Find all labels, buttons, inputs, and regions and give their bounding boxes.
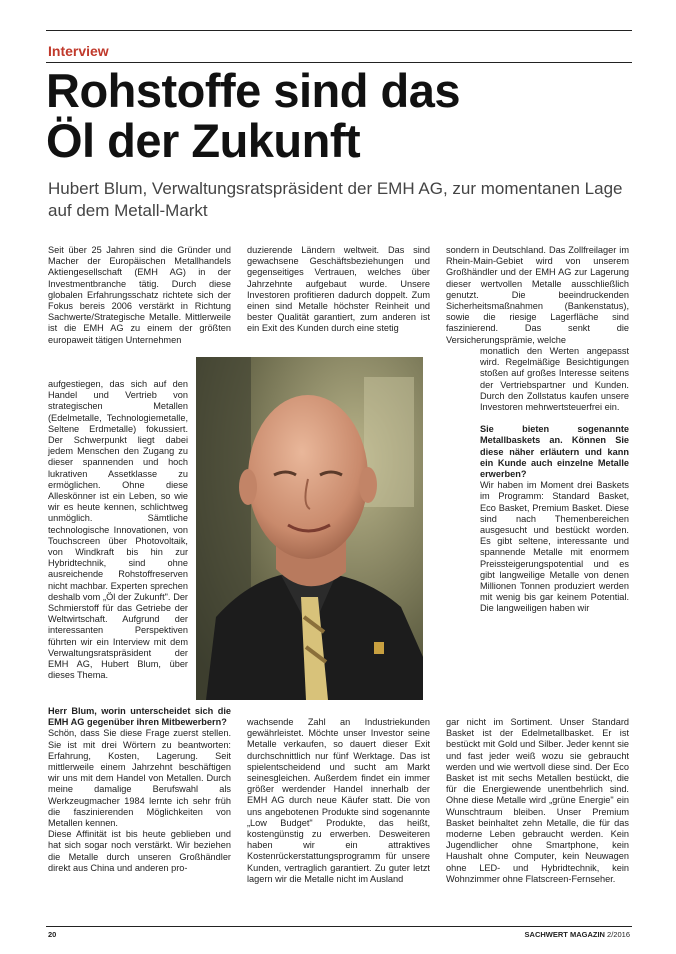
col1-intro-top: Seit über 25 Jahren sind die Gründer und Macher der Europäischen Metallhandels Aktiengesellschaft (EMH AG) in der Investmentbranche tätig. Durch diese globalen Erfahrungsschatz richtete sich der Fokus bereis 2006 verstärkt in Richtung Sachwerte/Strategische Metalle. Mittlerweile ist die EMH AG zu einem der größten europaweit tätigen Unternehmen [48, 245, 231, 345]
portrait-photo [196, 357, 423, 700]
col3-narrow [480, 346, 629, 615]
answer-1-paragraph-1: Schön, dass Sie diese Frage zuerst stellen. Sie ist mit drei Wörtern zu beantworten: Erfahrung, Kosten, Lagerung. Seit mittlerweile einem Jahrzehnt beschäftigen wir uns mit dem Handel von Metallen. Durch meine damalige Berufswahl als Werkzeugmacher 1984 lernte ich sehr früh die faszinierenden Möglichkeiten von Metallen kennen. [48, 728, 231, 829]
answer-2-full: gar nicht im Sortiment. Unser Standard Basket ist der Edelmetallbasket. Er ist bestückt mit Gold und Silber. Jeder kennt sie und fast jeder weiß wozu sie gebraucht werden und wie wertvoll diese sind. Der Eco Basket ist mit sechs Metallen bestückt, die für die Energiewende unentbehrlich sind. Ohne diese Metalle wird „grüne Energie" ein Wunschtraum bleiben. Unser Premium Basket beinhaltet zehn Metalle, die für das moderne Leben gebraucht werden. Kein Jugendlicher ohne Smartphone, kein Haushalt ohne Computer, kein Neuwagen ohne LED- und Hybridtechnik, kein Wohnzimmer ohne Flatscreen-Fernseher. [446, 717, 629, 884]
article-title [46, 66, 646, 166]
article-subtitle: Hubert Blum, Verwaltungsratspräsident der EMH AG, zur momentanen Lage auf dem Metall-Markt [48, 179, 623, 220]
section-rule [46, 62, 632, 63]
col1-interview [48, 706, 231, 874]
portrait-illustration [196, 357, 423, 700]
title-line-2: Öl der Zukunft [46, 114, 361, 167]
col2-top: duzierende Ländern weltweit. Das sind gewachsene Geschäftsbeziehungen und gegenseitiges Vertrauen, welches über Jahrzehnte aufgebaut wurde. Unsere Investoren profitieren dadurch doppelt. Zum einen sind Metalle höchster Reinheit und bester Qualität garantiert, zum anderen ist ein Exit des Kunden durch eine stetig [247, 245, 430, 334]
top-rule [46, 30, 632, 31]
issue-number: 2/2016 [607, 930, 630, 939]
question-2: Sie bieten sogenannte Metallbaskets an. Können Sie diese näher erläutern und kann ein Kunde auch einzelne Metalle erwerben? [480, 424, 629, 480]
col1-intro-narrow: aufgestiegen, das sich auf den Handel und Vertrieb von strategischen Metallen (Edelmetalle, Technologiemetalle, Seltene Erdmetalle) fokussiert. Der Schwerpunkt liegt dabei jedem Menschen den Zugang zu dieser spannenden und hoch lukrativen Assetklasse zu ermöglichen. Ohne diese Alleskönner ist ein Leben, so wie wir es heute kennen, schlichtweg unmöglich. Sämtliche technologische Innovationen, von Touchscreen über Photovoltaik, von Windkraft bis hin zur Hybridtechnik, sind ohne ausreichende Rohstoffreserven nicht machbar. Experten sprechen deshalb vom „Öl der Zukunft". Der Schmierstoff für das Getriebe der Weltwirtschaft. Aufgrund der interessanten Perspektiven führten wir ein Interview mit dem Verwaltungsratspräsident der EMH AG, Hubert Blum, über dieses Thema. [48, 379, 188, 681]
page-number: 20 [48, 930, 57, 939]
footer-rule [46, 926, 632, 927]
magazine-name: SACHWERT MAGAZIN [524, 930, 605, 939]
title-line-1: Rohstoffe sind das [46, 64, 461, 117]
footer-magazine-info [525, 930, 630, 939]
col3-top: sondern in Deutschland. Das Zollfreilager im Rhein-Main-Gebiet wird von unserem Großhändler und der EMH AG zur Lagerung dieser wertvollen Metalle ausschließlich genutzt. Die beeindruckenden Sicherheitsmaßnahmen (Bankenstatus), sowie die riesige Lagerfläche sind faszinierend. Das senkt die Versicherungsprämie, welche [446, 245, 629, 345]
col2-bottom: wachsende Zahl an Industriekunden gewährleistet. Möchte unser Investor seine Metalle verkaufen, so dauert dieser Exit durchschnittlich nur fünf Werktage. Das ist spielentscheidend und sucht am Markt seinesgleichen. Außerdem findet ein immer größer werdender Handel innerhalb der EMH AG durch neue Käufer statt. Die von uns angebotenen Produkte sind sogenannte „Low Budget" Produkte, das heißt, kostengünstig zu erwerben. Desweiteren haben wir ein attraktives Kostenrückerstattungsprogramm für unsere Kunden, vertraglich garantiert. Zu guter letzt lagern wir die Metalle nicht im Ausland [247, 717, 430, 884]
answer-1-paragraph-2: Diese Affinität ist bis heute geblieben und hat sich sogar noch verstärkt. Wir beziehen die Metalle durch unseren Großhändler direkt aus China und anderen pro- [48, 829, 231, 873]
col3-narrow-text: monatlich den Werten angepasst wird. Regelmäßige Besichtigungen stoßen auf großes Interesse seitens der Vertriebspartner und Kunden. Durch den Zollstatus kaufen unsere Investoren mehrwertsteuerfrei ein. [480, 346, 629, 413]
section-label: Interview [48, 43, 109, 59]
question-1: Herr Blum, worin unterscheidet sich die EMH AG gegenüber ihren Mitbewerbern? [48, 706, 231, 728]
answer-2-narrow: Wir haben im Moment drei Baskets im Programm: Standard Basket, Eco Basket, Premium Basket. Diese sind nach Themenbereichen ausgesucht und bestückt worden. Es gibt seltene, interessante und spannende Metalle mit enormem Preissteigerungspotential und es gibt langweilige Metalle von denen Millionen Tonnen produziert werden mit wenig bis gar keinem Potential. Die langweiligen haben wir [480, 480, 629, 614]
